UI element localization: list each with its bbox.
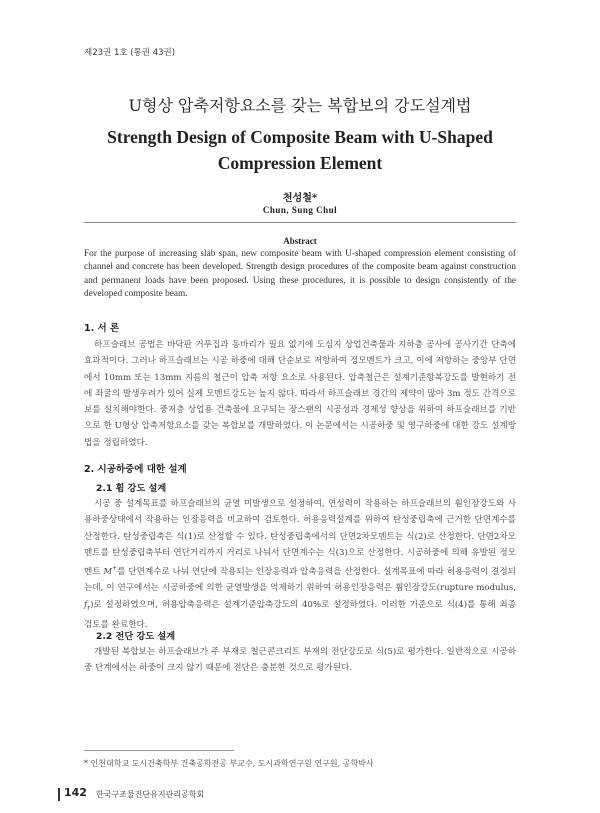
header-divider: [84, 222, 516, 223]
flexural-text-3: )로 설정하였으며, 허용압축응력은 설계기준압축강도의 40%로 설정하였다. 이러한 기준으로 식(4)를 통해 최종 검토를 완료한다.: [84, 599, 516, 630]
subsection-heading-flexural: 2.1 휨 강도 설계: [96, 483, 167, 494]
subsection-heading-shear: 2.2 전단 강도 설계: [96, 631, 176, 642]
flexural-paragraph: [84, 496, 516, 633]
rupture-symbol: f: [84, 599, 88, 610]
moment-superscript: +: [112, 565, 118, 573]
footnote-divider: [84, 750, 234, 751]
shear-paragraph: 개발된 복합보는 하프슬래브가 주 부재로 철근콘크리트 부재의 전단강도로 식(5)로 평가한다. 일반적으로 시공하중 단계에서는 하중이 크지 않기 때문에 전단은 충분한 것으로 평가된다.: [84, 647, 516, 674]
author-english: Chun, Sung Chul: [262, 205, 338, 215]
footnote: * 인천대학교 도시건축학부 건축공학전공 부교수, 도시과학연구원 연구원, 공학박사: [84, 759, 374, 768]
author-korean: 천성철*: [282, 193, 318, 204]
introduction-body: [84, 337, 516, 451]
abstract-heading: Abstract: [283, 236, 317, 246]
shear-body: [84, 644, 516, 677]
introduction-paragraph: 하프슬래브 공법은 바닥판 거푸집과 동바리가 필요 없기에 도심지 상업건축물과 지하층 공사에 공사기간 단축에 효과적이다. 그러나 하프슬래브는 시공 하중에 대해 단순보로 저항하여 정모멘트가 크고, 이에 저항하는 중앙부 단면에서 10mm 또는 13mm 지름의 철근이 압축 저항 요소로 사용된다. 압축철근은 설계기준항복강도를 발현하기 전에 좌굴의 발생우려가 있어 실제 모멘트강도는 높지 않다. 따라서 하프슬래브 경간의 제약이 많아 3m 정도 간격으로 보를 설치해야한다. 중저층 상업용 건축물에 요구되는 장스팬의 시공성과 경제성 향상을 위하여 하프슬래브를 기반으로 한 U형상 압축저항요소를 갖는 복합보를 개발하였다. 이 논문에서는 시공하중 및 영구하중에 대한 강도 설계방법을 정립하였다.: [84, 340, 516, 448]
section-heading-construction-load: 2. 시공하중에 대한 설계: [84, 464, 187, 475]
abstract-body: For the purpose of increasing slab span, new composite beam with U-shaped compression element consisting of channel and concrete has been developed. Strength design procedures of the composite beam against construction and permanent loads have been proposed. Using these procedures, it is possible to design consistently of the developed composite beam.: [84, 249, 516, 299]
title-english: Strength Design of Composite Beam with U-Shaped Compression Element: [107, 127, 493, 173]
title-korean: U형상 압축저항요소를 갖는 복합보의 강도설계법: [128, 96, 472, 115]
page-number: 142: [64, 786, 87, 799]
rupture-subscript: r: [87, 604, 91, 612]
moment-symbol: M: [103, 567, 113, 578]
flexural-body: [84, 496, 516, 633]
flexural-text-1: 시공 중 설계목표를 하프슬래브의 균열 미발생으로 설정하여, 연성력이 작용하는 하프슬래브의 휨인장강도와 사용하중상태에서 작용하는 인장응력을 비교하여 검토한다. 허용응력설계를 위하여 탄성중립축에 근거한 단면계수를 산정한다. 탄성중립축은 식(1)로 산정할 수 있다. 탄성중립축에서의 단면2차모멘트는 식(2)로 산정한다. 단면2차모멘트를 탄성중립축부터 연단거리까지 거리로 나눠서 단면계수는 식(3)으로 산정한다. 시공하중에 의해 유발된 정모멘트: [84, 499, 516, 578]
journal-name: 한국구조물진단유지관리공학회: [96, 790, 205, 799]
flexural-text-2: 를 단면계수로 나눠 연단에 작용되는 인장응력과 압축응력을 산정한다. 설계목표에 따라 허용응력이 결정되는데, 이 연구에서는 시공하중에 의한 균열발생을 억제하기 위하여 허용인장응력은 휨인장강도(rupture modulus,: [84, 567, 516, 594]
footer-bar: [58, 788, 60, 801]
section-heading-introduction: 1. 서 론: [84, 323, 120, 334]
issue-label: 제23권 1호 (통권 43권): [84, 48, 176, 58]
